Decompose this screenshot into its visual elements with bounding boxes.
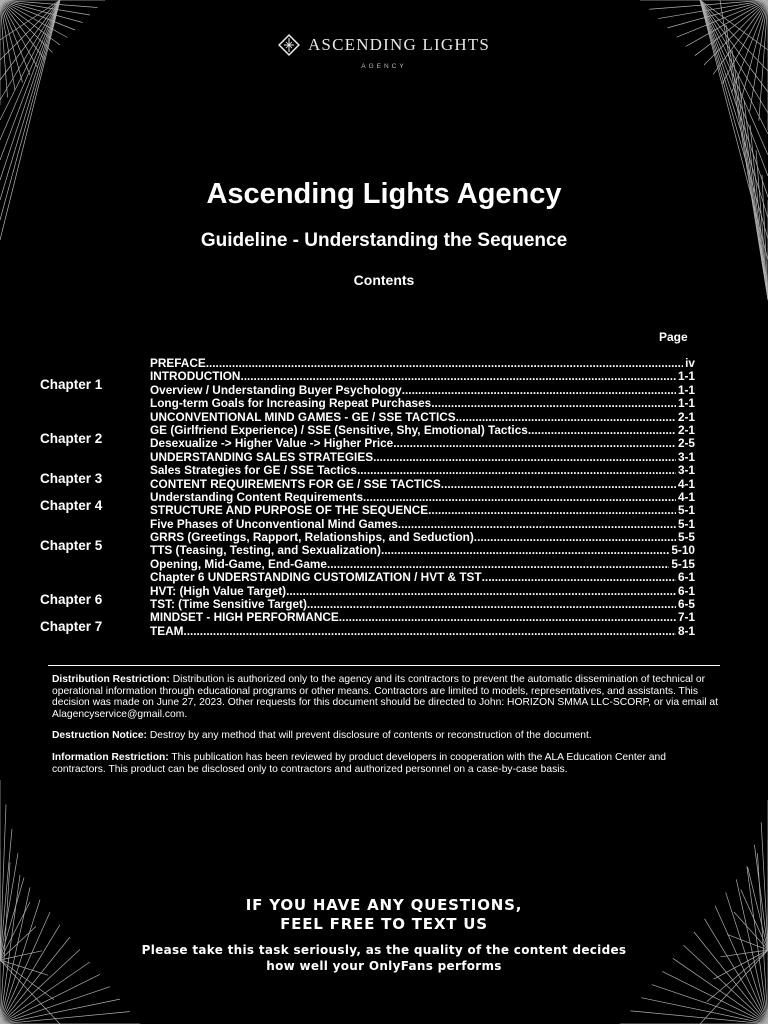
toc-entry-title: INTRODUCTION (150, 370, 241, 384)
toc-entry-page: 1-1 (677, 383, 695, 397)
toc-entry-title: Overview / Understanding Buyer Psychology (150, 383, 402, 397)
toc-entry-title: CONTENT REQUIREMENTS FOR GE / SSE TACTICS (150, 477, 441, 491)
toc-dot-leader (286, 585, 676, 598)
toc-dot-leader (482, 571, 676, 584)
decorative-line (631, 1011, 768, 1024)
toc-entry-page: 3-1 (677, 464, 695, 478)
decorative-line (658, 0, 768, 19)
decorative-line (652, 985, 768, 1024)
toc-entry-page: 2-1 (677, 423, 695, 437)
toc-dot-leader (381, 544, 669, 557)
toc-dot-leader (363, 491, 676, 504)
toc-dot-leader (240, 370, 676, 383)
toc-entry-title: STRUCTURE AND PURPOSE OF THE SEQUENCE (150, 504, 429, 518)
toc-entry-title: UNDERSTANDING SALES STRATEGIES (150, 450, 374, 464)
page-subtitle: Guideline - Understanding the Sequence (200, 230, 568, 251)
decorative-line (0, 0, 60, 140)
decorative-line (0, 0, 60, 200)
toc-entry-page: iv (685, 357, 695, 370)
logo-name: ASCENDING LIGHTS (307, 35, 491, 54)
decorative-line (649, 0, 768, 9)
toc-entry (150, 544, 695, 557)
decorative-line (677, 0, 768, 37)
notice-label: Destruction Notice: (52, 730, 147, 742)
chapter-label: Chapter 7 (40, 618, 103, 634)
toc-entry-page: 6-5 (677, 598, 695, 612)
toc-entry-page: 1-1 (677, 370, 695, 384)
toc-dot-leader (528, 424, 676, 437)
decorative-line (700, 0, 768, 197)
toc-entry-title: Sales Strategies for GE / SSE Tactics (150, 464, 357, 478)
logo-subtitle: AGENCY (361, 63, 407, 70)
chapter-label: Chapter 5 (40, 538, 103, 554)
page-column-heading: Page (659, 330, 688, 344)
decorative-line (0, 0, 60, 180)
notice-text: Distribution is authorized only to the agency and its contractors to prevent the automatic dissemination of technical or operational information through educational programs or other means. Contractors are limited to models, representatives, and assistants. This decision was made on June 27, 2023. Other requests for this document should be directed to John: HORIZON SMMA LLC-SCORP, or via email at Alagencyservice@gmail.com. (52, 674, 718, 720)
call-to-action (0, 896, 768, 974)
toc-entry-page: 4-1 (677, 477, 695, 491)
diamond-logo-icon (278, 34, 300, 56)
toc-entry-page: 5-1 (677, 517, 695, 531)
toc-entry-page: 4-1 (677, 490, 695, 504)
chapter-label: Chapter 4 (40, 498, 103, 513)
toc-entry (150, 370, 695, 383)
toc-entry (150, 518, 695, 531)
toc-entry-title: MINDSET - HIGH PERFORMANCE (150, 611, 339, 625)
toc-dot-leader (357, 464, 676, 477)
toc-dot-leader (402, 384, 676, 397)
notices-section (52, 674, 720, 785)
decorative-line (0, 0, 75, 30)
toc-entry-title: Opening, Mid-Game, End-Game (150, 557, 327, 571)
cta-line-1: IF YOU HAVE ANY QUESTIONS, (245, 896, 523, 914)
notice-paragraph (52, 674, 720, 720)
toc-entry-page: 5-5 (677, 531, 695, 545)
cta-line-4: how well your OnlyFans performs (266, 959, 502, 973)
toc-entry (150, 491, 695, 504)
toc-entry-title: TST: (Time Sensitive Target) (150, 598, 307, 612)
toc-entry (150, 611, 695, 624)
decorative-line (0, 0, 68, 38)
decorative-line (0, 0, 90, 15)
toc-entry-title: GRRS (Greetings, Rapport, Relationships, and Seduction) (150, 531, 474, 545)
decorative-line (0, 999, 120, 1024)
divider (48, 665, 720, 666)
toc-entry-page: 1-1 (677, 397, 695, 411)
cta-line-3: Please take this task seriously, as the quality of the content decides (141, 943, 627, 957)
notice-paragraph (52, 730, 720, 742)
toc-entry-title: Long-term Goals for Increasing Repeat Purchases (150, 397, 432, 411)
toc-entry-title: Desexualize -> Higher Value -> Higher Price (150, 437, 394, 451)
notice-paragraph (52, 752, 720, 775)
toc-dot-leader (339, 611, 676, 624)
toc-entry (150, 558, 695, 571)
toc-dot-leader (183, 625, 676, 638)
decorative-line (641, 998, 768, 1024)
decorative-line (0, 0, 60, 160)
toc-entry (150, 478, 695, 491)
toc-entry-title: Chapter 6 UNDERSTANDING CUSTOMIZATION / HVT & TST (150, 571, 482, 585)
toc-entry (150, 464, 695, 477)
decorative-line (732, 50, 768, 300)
toc-dot-leader (373, 451, 676, 464)
toc-entry-title: HVT: (High Value Target) (150, 584, 287, 598)
notice-label: Information Restriction: (52, 751, 169, 763)
toc-entry-page: 7-1 (677, 611, 695, 625)
chapter-label: Chapter 1 (40, 377, 103, 393)
toc-entry (150, 424, 695, 437)
toc-entry (150, 531, 695, 544)
toc-entry-title: Five Phases of Unconventional Mind Games (150, 517, 398, 531)
chapter-label: Chapter 3 (40, 471, 103, 487)
toc-entry (150, 571, 695, 584)
toc-dot-leader (431, 397, 676, 410)
toc-entry-title: PREFACE (150, 357, 206, 370)
toc-entry-title: Understanding Content Requirements (150, 490, 364, 504)
cta-line-2: FEEL FREE TO TEXT US (280, 915, 488, 933)
toc-entry-title: TEAM (150, 624, 184, 638)
toc-dot-leader (456, 411, 676, 424)
notice-text: This publication has been reviewed by product developers in cooperation with the ALA Education Center and contractors. This product can be disclosed only to contractors and authorized personnel on a case-by-case basis. (52, 751, 666, 775)
toc-entry-title: GE (Girlfriend Experience) / SSE (Sensitive, Shy, Emotional) Tactics (150, 423, 528, 437)
toc-dot-leader (307, 598, 676, 611)
toc-entry-page: 3-1 (677, 450, 695, 464)
decorative-line (0, 0, 83, 23)
toc-dot-leader (398, 518, 676, 531)
toc-entry-title: TTS (Teasing, Testing, and Sexualization) (150, 544, 381, 558)
toc-dot-leader (327, 558, 669, 571)
agency-logo (0, 34, 768, 70)
decorative-line (667, 0, 768, 28)
toc-dot-leader (474, 531, 676, 544)
toc-entry-page: 2-1 (677, 410, 695, 424)
toc-entry (150, 411, 695, 424)
toc-entry (150, 357, 695, 370)
toc-entry (150, 585, 695, 598)
toc-entry-page: 5-1 (677, 504, 695, 518)
chapter-label: Chapter 2 (40, 431, 103, 446)
decorative-line (662, 971, 768, 1024)
table-of-contents (150, 357, 695, 638)
toc-entry-title: UNCONVENTIONAL MIND GAMES - GE / SSE TACTICS (150, 410, 456, 424)
toc-entry (150, 437, 695, 450)
toc-entry-page: 6-1 (677, 571, 695, 585)
decorative-line (700, 0, 768, 155)
decorative-line (0, 0, 98, 8)
toc-entry (150, 451, 695, 464)
toc-entry-page: 8-1 (677, 624, 695, 638)
toc-dot-leader (428, 504, 676, 517)
decorative-line (0, 987, 110, 1024)
toc-entry (150, 397, 695, 410)
toc-entry (150, 598, 695, 611)
toc-entry-page: 5-15 (671, 557, 695, 571)
contents-heading: Contents (353, 272, 415, 288)
toc-entry-page: 5-10 (671, 544, 695, 558)
toc-entry (150, 384, 695, 397)
decorative-line (0, 974, 100, 1024)
decorative-line (0, 1012, 130, 1024)
toc-entry (150, 504, 695, 517)
chapter-label: Chapter 6 (40, 591, 103, 607)
toc-dot-leader (393, 437, 676, 450)
notice-label: Distribution Restriction: (52, 674, 170, 685)
toc-dot-leader (441, 478, 676, 491)
decorative-line (700, 0, 768, 176)
notice-text: Destroy by any method that will prevent disclosure of contents or reconstruction of the document. (146, 730, 592, 742)
toc-dot-leader (206, 357, 683, 370)
page-title: Ascending Lights Agency (206, 178, 562, 210)
toc-entry-page: 6-1 (677, 584, 695, 598)
toc-entry-page: 2-5 (677, 437, 695, 451)
toc-entry (150, 625, 695, 638)
